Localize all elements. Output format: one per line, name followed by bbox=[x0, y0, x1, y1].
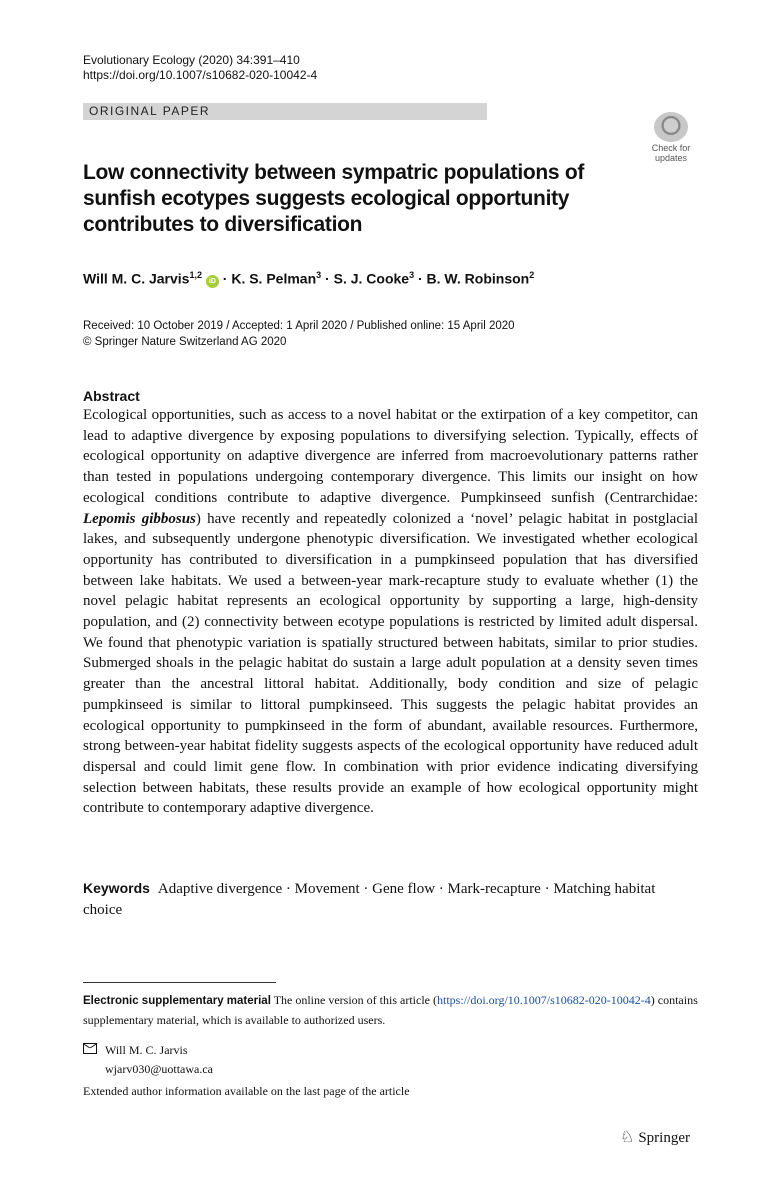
abstract-text: ) have recently and repeatedly colonized a ‘novel’ pelagic habitat in postglacial lakes, and subsequently undergone phenotypic diversification. We investigated whether ecological opportunity has contributed to diversification in a pumpkinseed population that has diversified between lake habitats. We used a between-year mark-recapture study to evaluate whether (1) the novel pelagic habitat represents an ecological opportunity by supporting a large, high-density population, and (2) connectivity between ecotype populations is restricted by limited adult dispersal. We found that phenotypic variation is spatially structured between habitats, similar to prior studies. Submerged shoals in the pelagic habitat do sustain a large adult population at a density seven times greater than the ancestral littoral habitat. Additionally, body condition and size of pelagic pumpkinseed is similar to littoral pumpkinseed. This suggests the pelagic habitat provides an ecological opportunity to pumpkinseed in the form of abundant, available resources. Furthermore, strong between-year habitat fidelity suggests aspects of the ecological opportunity have reduced adult dispersal and could limit gene flow. In combination with prior evidence indicating diversifying selection between habitats, these results provide an example of how ecological opportunity might contribute to contemporary adaptive divergence. bbox=[83, 510, 698, 817]
keywords bbox=[83, 878, 698, 921]
springer-horse-icon: ♘ bbox=[620, 1129, 635, 1146]
journal-citation: Evolutionary Ecology (2020) 34:391–410 bbox=[83, 53, 300, 67]
author-separator: · bbox=[218, 270, 232, 287]
author-name[interactable]: K. S. Pelman bbox=[231, 270, 317, 287]
copyright: © Springer Nature Switzerland AG 2020 bbox=[83, 336, 287, 348]
correspondence bbox=[83, 1041, 213, 1079]
author-affiliation: 3 bbox=[316, 270, 322, 280]
publication-dates bbox=[83, 318, 515, 350]
author-affiliation: 1,2 bbox=[189, 270, 202, 280]
author-name[interactable]: B. W. Robinson bbox=[426, 270, 530, 287]
check-updates-icon bbox=[654, 112, 688, 142]
received-accepted-published: Received: 10 October 2019 / Accepted: 1 April 2020 / Published online: 15 April 2020 bbox=[83, 320, 515, 332]
check-updates-label: Check for updates bbox=[651, 143, 691, 163]
keywords-text: Adaptive divergence · Movement · Gene flow · Mark-recapture · Matching habitat choice bbox=[83, 881, 656, 918]
author-affiliation: 3 bbox=[409, 270, 415, 280]
esm-link[interactable]: https://doi.org/10.1007/s10682-020-10042-4 bbox=[436, 993, 651, 1007]
abstract-body bbox=[83, 405, 698, 819]
publisher-logo[interactable] bbox=[620, 1127, 690, 1147]
supplementary-note bbox=[83, 991, 698, 1030]
corresponding-author: Will M. C. Jarvis bbox=[105, 1043, 188, 1057]
journal-doi[interactable]: https://doi.org/10.1007/s10682-020-10042-4 bbox=[83, 68, 318, 82]
esm-text: The online version of this article ( bbox=[270, 993, 437, 1007]
esm-label: Electronic supplementary material bbox=[83, 995, 271, 1007]
author-email[interactable]: wjarv030@uottawa.ca bbox=[105, 1062, 214, 1076]
footnote-divider bbox=[83, 982, 276, 983]
author-affiliation: 2 bbox=[529, 270, 535, 280]
orcid-icon[interactable]: iD bbox=[206, 275, 219, 288]
publisher-name: Springer bbox=[638, 1130, 691, 1146]
keywords-label: Keywords bbox=[83, 880, 150, 896]
author-separator: · bbox=[321, 270, 334, 287]
author-name[interactable]: S. J. Cooke bbox=[333, 270, 410, 287]
envelope-icon bbox=[83, 1043, 97, 1054]
article-type-banner: ORIGINAL PAPER bbox=[83, 103, 487, 120]
abstract-heading: Abstract bbox=[83, 388, 140, 404]
abstract-text: Ecological opportunities, such as access to a novel habitat or the extirpation of a key competitor, can lead to adaptive divergence by exposing populations to diversifying selection. Typically, effects of ecological opportunity on adaptive divergence are inferred from macroevolutionary patterns rather than tested in populations undergoing contemporary divergence. This limits our insight on how ecological conditions contribute to adaptive divergence. Pumpkinseed sunfish (Centrarchidae: bbox=[83, 407, 698, 506]
author-separator: · bbox=[414, 270, 427, 287]
extended-author-info: Extended author information available on the last page of the article bbox=[83, 1084, 410, 1098]
species-name: Lepomis gibbosus bbox=[83, 510, 196, 527]
check-for-updates-badge[interactable] bbox=[645, 112, 697, 164]
author-name[interactable]: Will M. C. Jarvis bbox=[83, 270, 190, 287]
esm-text: ) contains supplementary material, which is available to authorized users. bbox=[83, 993, 698, 1027]
article-title: Low connectivity between sympatric populations of sunfish ecotypes suggests ecological opportunity contributes to diversification bbox=[83, 161, 585, 236]
author-list bbox=[83, 270, 534, 288]
journal-header bbox=[83, 53, 317, 83]
